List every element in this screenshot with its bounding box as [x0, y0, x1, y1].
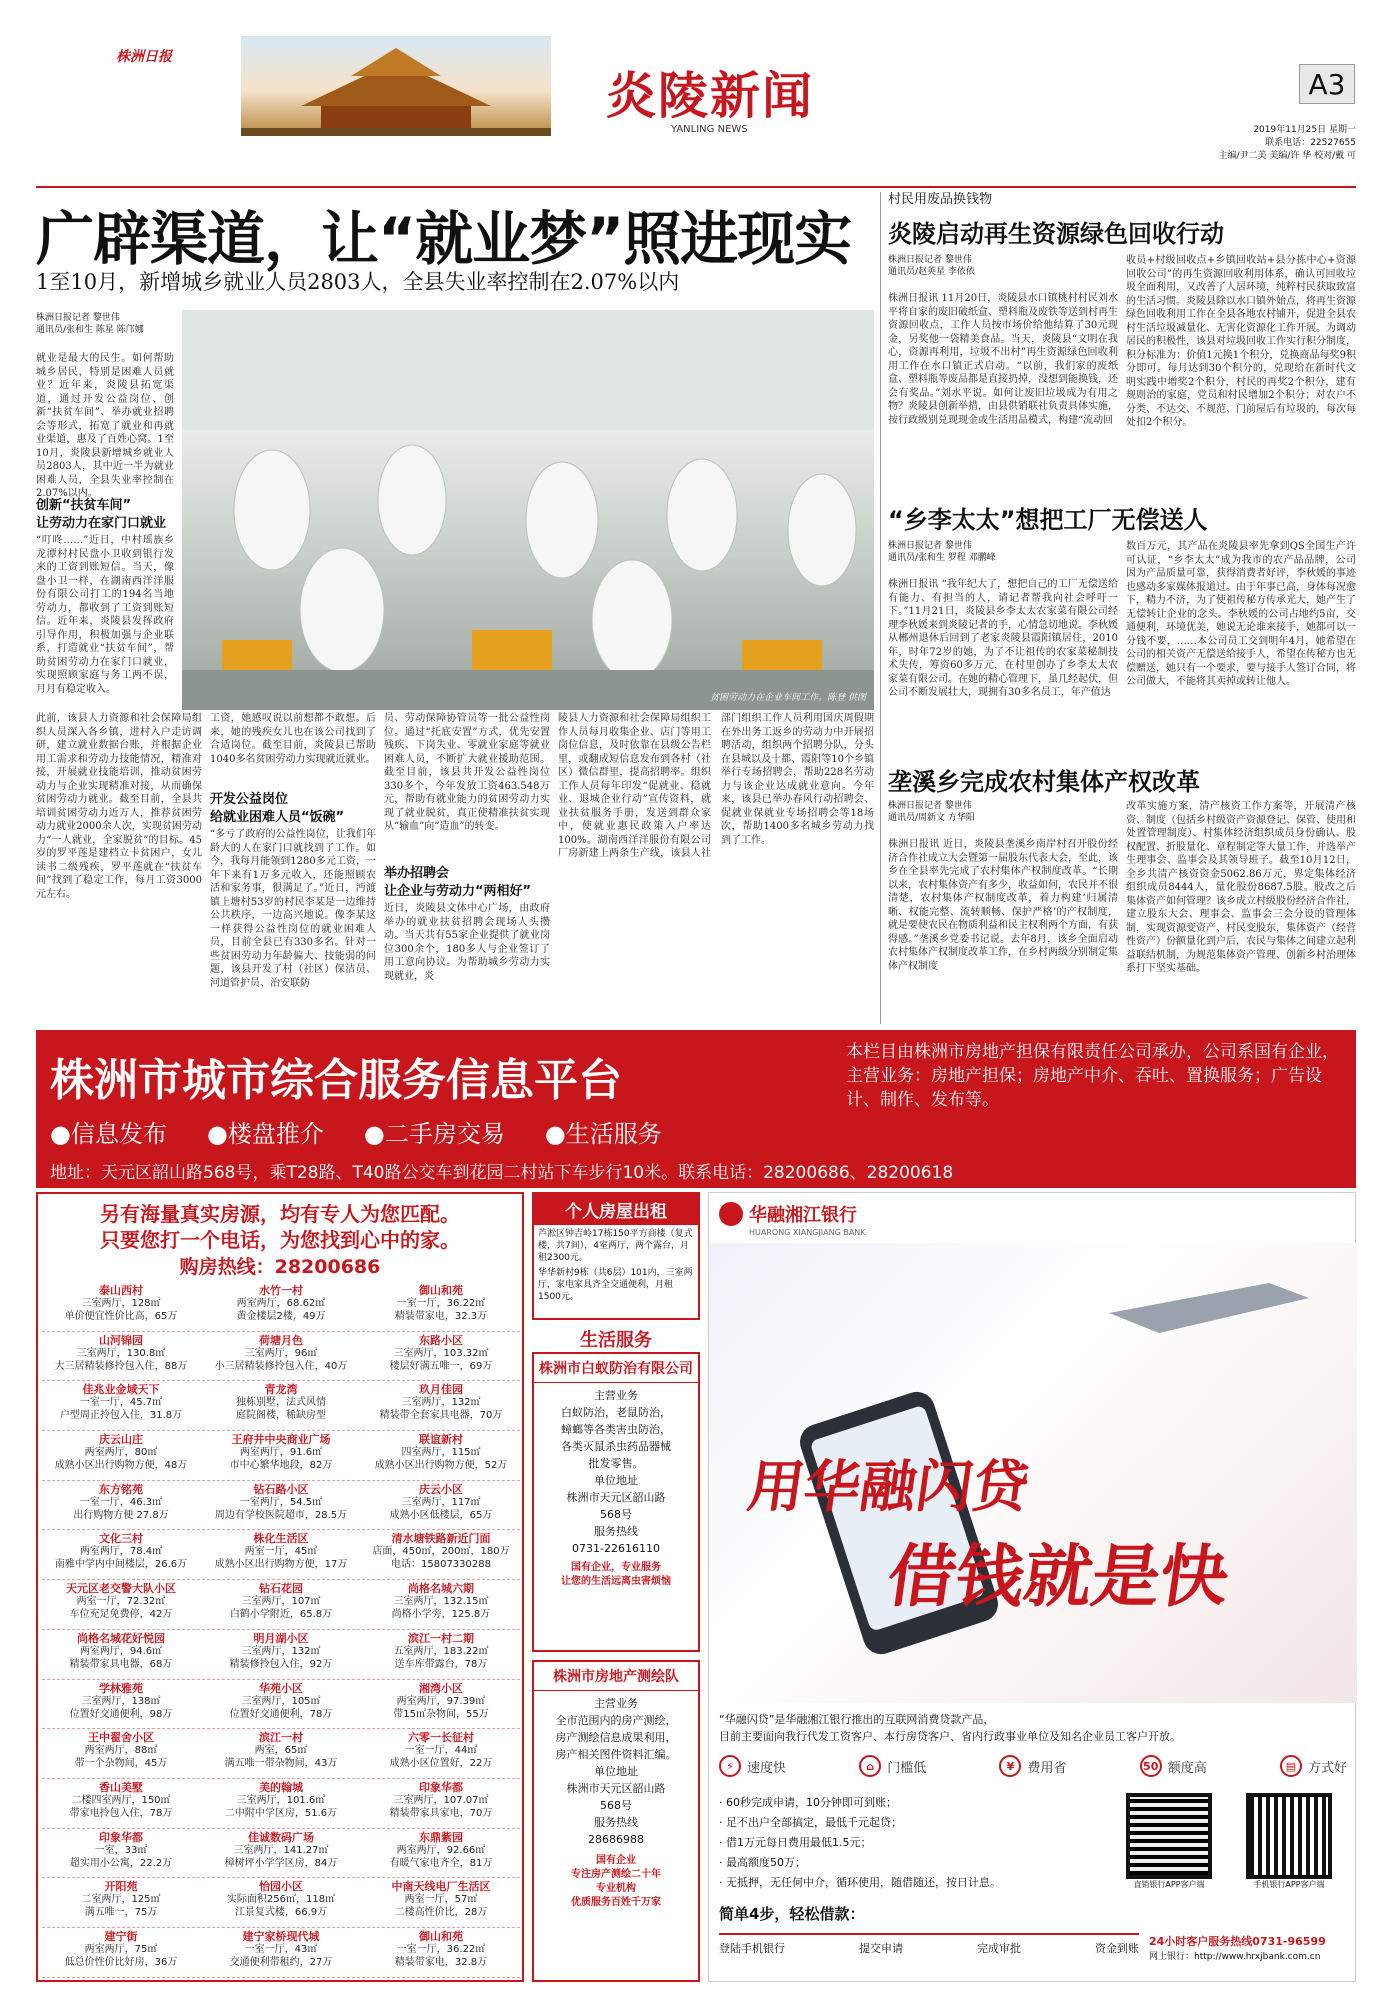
listing-item: [42, 1431, 200, 1481]
listing-detail: 有暖气家电齐全，81万: [389, 1857, 493, 1869]
listing-detail: 三室两厅，105㎡: [241, 1695, 321, 1707]
listing-item: [42, 1729, 200, 1779]
listing-detail: 两室，65㎡: [254, 1745, 308, 1757]
listing-name: 明月湖小区: [253, 1631, 309, 1645]
bullet-property: ●楼盘推介: [206, 1120, 324, 1148]
listing-detail: 市中心繁华地段，82万: [229, 1460, 333, 1472]
listing-item: [42, 1332, 200, 1382]
listing-name: 香山美墅: [99, 1780, 143, 1794]
steps-title: 简单4步，轻松借款：: [719, 1905, 865, 1923]
listing-item: [42, 1680, 200, 1730]
listing-name: 庆云小区: [419, 1482, 463, 1496]
listing-detail: 两室一厅，57㎡: [404, 1894, 478, 1906]
listing-name: 山河锦园: [99, 1333, 143, 1347]
listing-item: [362, 1530, 520, 1580]
listing-name: 东方铭苑: [99, 1482, 143, 1496]
listing-item: [202, 1680, 360, 1730]
listing-name: 美的翰城: [259, 1780, 303, 1794]
listing-detail: 两室两厅，75㎡: [84, 1943, 158, 1955]
lead-col1a: 就业是最大的民生。如何帮助城乡居民，特别是困难人员就业？近年来，炎陵县拓宽渠道，通过开发公益岗位、创新“扶贫车间”、举办就业招聘会等形式，拓宽了就业和再就业渠道，惠及了百姓心窝。1至10月，炎陵县新增城乡就业人员2803人，其中近一半为就业困难人员，全县失业率控制在2.07%以内。: [36, 353, 174, 499]
rent-text2: 华华新村9栋（共6层）101内，三室两厅，家电家具齐全交通便利，月租1500元。: [538, 1268, 693, 1302]
listing-item: [42, 1779, 200, 1829]
bank-logo-icon: [719, 1202, 743, 1226]
listing-detail: 两室两厅，80㎡: [84, 1447, 158, 1459]
listing-name: 株化生活区: [253, 1532, 309, 1546]
lead-sub1: 创新“扶贫车间”: [36, 498, 132, 513]
listing-item: [42, 1928, 200, 1978]
listing-name: 尚格名城六期: [408, 1582, 474, 1596]
listing-name: 中南天线电厂生活区: [391, 1880, 491, 1894]
lead-col-a: 此前，该县人力资源和社会保障局组织人员深入各乡镇，进村入户走访调研，建立就业数据台账，并根据企业用工需求和劳动力技能情况，精准对接，开展就业技能培训，推动贫困劳动力与企业实现精准对接，从而确保贫困劳动力就业。截至目前，全县共培训贫困劳动力近万人，推荐贫困劳动力就业2000余人次，实现贫困劳动力“一人就业，全家脱贫”的目标。45岁的罗平莲是建档立卡贫困户，女儿读书二级残疾，罗平莲就在“扶贫车间”找到了稳定工作，每月工资3000元左右。: [36, 713, 202, 900]
listing-item: [42, 1580, 200, 1630]
listing-detail: 满五唯一，75万: [84, 1907, 158, 1919]
listing-detail: 出行购物方便 27.8万: [73, 1509, 169, 1521]
listing-detail: 三室两厅，132㎡: [241, 1645, 321, 1657]
listing-item: [362, 1729, 520, 1779]
contact: 联系电话：22527655: [1265, 138, 1356, 148]
listing-detail: 南雅中学内中间楼层，26.6万: [54, 1559, 188, 1571]
qr-1: [1119, 1793, 1219, 1891]
issue-date: 2019年11月25日 星期一: [1253, 125, 1356, 135]
listing-detail: 位置好交通便利，78万: [229, 1708, 333, 1720]
listing-detail: 小三居精装修拎包入住，40万: [214, 1360, 348, 1372]
lead-sub3: 举办招聘会: [384, 866, 450, 881]
feature-low-label: 门槛低: [887, 1760, 927, 1776]
listing-name: 华苑小区: [259, 1681, 303, 1695]
bank-point: · 借1万元每日费用最低1.5元；: [719, 1836, 872, 1849]
listing-detail: 户型周正拎包入住，31.8万: [59, 1410, 183, 1422]
listing-detail: 两室两厅，92.66㎡: [396, 1844, 486, 1856]
listing-detail: 独栋别墅，法式风情: [236, 1397, 326, 1409]
gate-icon: ⌂: [859, 1755, 881, 1777]
listing-detail: 电话：15807330288: [391, 1559, 491, 1571]
lead-subtitle: 1至10月，新增城乡就业人员2803人，全县失业率控制在2.07%以内: [36, 270, 680, 294]
listing-item: [202, 1431, 360, 1481]
survey-slogan: 国有企业 专注房产测绘二十年 专业机构 优质服务百姓千万家: [571, 1855, 661, 1908]
listing-detail: 三室两厅，117㎡: [401, 1496, 481, 1508]
bank-hotline: 24小时客户服务热线0731-96599: [1149, 1935, 1326, 1948]
listing-item: [362, 1928, 520, 1978]
platform-side: 本栏目由株洲市房地产担保有限责任公司承办，公司系国有企业，主营业务：房地产担保；房地产中介、吞吐、置换服务；广告设计、制作、发布等。: [846, 1042, 1339, 1110]
listing-item: [202, 1381, 360, 1431]
listing-name: 钻石花园: [259, 1582, 303, 1596]
feature-high-label: 额度高: [1167, 1760, 1207, 1776]
listing-detail: 成熟小区出行购物方便，17万: [214, 1559, 348, 1571]
qr-label-1: 直销银行APP客户端: [1133, 1880, 1205, 1889]
bank-point: · 足不出户全部搞定，最低千元起贷；: [719, 1816, 902, 1829]
listing-detail: 超实用小公寓，22.2万: [69, 1857, 173, 1869]
lead-col-b2: “多亏了政府的公益性岗位，让我们年龄大的人在家门口就找到了工作。如今，我每月能领到1280多元工资，一年下来有1万多元收入，还能照顾农活和家务事，很满足了。”近日，沔渡镇上塘村53岁的村民李某是一边维持公共秩序，一边高兴地说。像李某这一样获得公益性岗位的就业困难人员，目前全县已有330多名。针对一些贫困劳动力年龄偏大、技能弱的问题，该县开发了村（社区）保洁员、河道管护员、治安联防: [210, 829, 376, 989]
section-en: YANLING NEWS: [671, 124, 748, 135]
listing-detail: 店面，450㎡，200㎡，180万: [372, 1546, 510, 1558]
listing-detail: 两室两厅，94.6㎡: [79, 1645, 163, 1657]
listing-name: 滨江一村二期: [408, 1631, 474, 1645]
listing-detail: 一室一厅，44㎡: [404, 1745, 478, 1757]
life-title: 生活服务: [580, 1330, 652, 1351]
listing-item: [362, 1829, 520, 1879]
lead-sub2b: 给就业困难人员“饭碗”: [210, 810, 345, 825]
listing-name: 庆云山庄: [99, 1433, 143, 1447]
listing-detail: 实际面积256㎡，118㎡: [226, 1894, 336, 1906]
bullet-life: ●生活服务: [544, 1120, 662, 1148]
editors: 主编/尹二美 美编/许 华 校对/戴 可: [1218, 151, 1356, 161]
listing-detail: 三室两厅，96㎡: [244, 1347, 318, 1359]
listing-item: [42, 1481, 200, 1531]
listing-detail: 两室两厅，91.6㎡: [239, 1447, 323, 1459]
bank-hero: [709, 1243, 1357, 1703]
listing-detail: 一室一厅，36.22㎡: [396, 1943, 486, 1955]
listing-detail: 两室两厅，78.4㎡: [79, 1546, 163, 1558]
listing-detail: 精装带家具家电，70万: [389, 1807, 493, 1819]
listing-detail: 一室，33㎡: [94, 1844, 148, 1856]
listing-detail: 黄金楼层2楼，49万: [236, 1311, 326, 1322]
r3-text2: 改革实施方案，清产核资工作方案等，开展清产核资、制度（包括乡村级资产资源登记、保管、使用和处置管理制度）、村集体经济组织成员身份确认、股权配置、折股量化、章程制定等大量工作，并选举产生理事会、监事会及其领导班子。截至10月12日，全乡共清产核资资金5062.86万元，界定集体经济组织成员8444人，量化股份8687.5股。股改之后集体资产如何管理？该乡成立村级股份经济合作社，建立股东大会、理事会、监事会三会分设的管理体制，实现资源变资产、村民变股东，集体资产（经营性资产）份额量化到户后，农民与集体之间建立起利益联结机制，为规范集体资产管理、创新乡村治理体系打下坚实基础。: [1126, 801, 1356, 974]
survey-box: [532, 1660, 700, 1982]
bank-point: · 最高额度50万；: [719, 1856, 806, 1869]
listing-name: 建宁家桥现代城: [242, 1929, 320, 1943]
feature-fast: [719, 1755, 786, 1777]
listing-name: 文化三村: [99, 1532, 143, 1546]
listing-detail: 三室两厅，101.6㎡: [236, 1794, 326, 1806]
listing-item: [202, 1530, 360, 1580]
feature-fast-label: 速度快: [747, 1760, 787, 1776]
bank-features: [719, 1755, 1347, 1777]
listing-detail: 成熟小区位置好，22万: [389, 1758, 493, 1770]
bank-ad: [708, 1192, 1356, 1982]
feature-easy: [1280, 1755, 1347, 1777]
pest-slogan: 国有企业，专业服务 让您的生活远离虫害烦恼: [561, 1562, 671, 1587]
listing-item: [202, 1829, 360, 1879]
listing-detail: 带15㎡杂物间，55万: [393, 1708, 489, 1720]
listing-item: [202, 1332, 360, 1382]
listing-detail: 樟树坪小学学区房，84万: [224, 1857, 338, 1869]
listing-item: [202, 1282, 360, 1332]
doc-icon: ▤: [1280, 1755, 1302, 1777]
r2-text2: 数百万元，其产品在炎陵县率先拿到QS全国生产许可认证，“乡李太太”成为我市的农产品品牌，公司因为产品质量可靠，获得消费者好评，李秋媛的事迹也感动多家媒体报道过。由于年事已高，身体每况愈下，精力不济，为了使祖传秘方传承光大，她产生了无偿转让企业的念头。李秋媛的公司占地约5亩，交通便利，环境优美，她说无论谁来接手，她都可以一分钱不要，……本公司员工交到明年4月，她希望在公司的相关资产无偿送给接手人，希望在传秘方也无偿赠送，她只有一个要求，要与接手人签订合同，将公司做大，不能将其卖掉或转让他人。: [1126, 541, 1356, 687]
listing-detail: 五室两厅，183.22㎡: [393, 1645, 489, 1657]
listing-detail: 四室两厅，115㎡: [401, 1447, 481, 1459]
listing-detail: 两室两厅，88㎡: [84, 1745, 158, 1757]
listing-detail: 楼层好满五唯一，69万: [389, 1360, 493, 1372]
listing-name: 青龙湾: [264, 1383, 298, 1397]
listing-detail: 一室一厅，43㎡: [244, 1943, 318, 1955]
lead-col1b: “叮咚……”近日，中村瑶族乡龙潭村村民盘小卫收到银行发来的工资到账短信。当天，像盘小卫一样，在湖南西洋洋服份有限公司打工的194名当地劳动力，都收到了工资到账短信。近年来，炎陵县发挥政府引导作用，积极加强与企业联系，打造就业“扶贫车间”，帮助贫困劳动力在家门口就业，实现照顾家庭与务工两不误，月月有稳定收入。: [36, 535, 174, 695]
listing-detail: 三室两厅，132.15㎡: [393, 1596, 489, 1608]
feature-low: [859, 1755, 926, 1777]
step-4: 资金到账: [1095, 1942, 1139, 1955]
listing-detail: 二楼四室两厅，150㎡: [71, 1794, 171, 1806]
listing-name: 开阳苑: [104, 1880, 138, 1894]
listing-detail: 成熟小区低楼层，65万: [389, 1509, 493, 1521]
listing-item: [202, 1729, 360, 1779]
r1-text2: 收员+村级回收点+乡镇回收站+县分拣中心+资源回收公司”的再生资源回收利用体系，确认可回收垃圾全面利用，又改善了人居环境，纯粹村民获取致富的生活习惯。炎陵县除以水口镇外始点，将再生资源绿色回收利用工作在全县各地农村铺开，促进全县农村生活垃圾减量化、无害化资源化工作开展。为调动居民的积极性，该县对垃圾回收工作实行积分制度，积分标准为：价值1元换1个积分，兑换商品每奖9积分即可。每月达到30个积分的，兑现给在新时代文明实践中增奖2个积分，村民的再奖2个积分，建有规则治的家庭，党员和村民增加2个积分；对农户不分类、不达交、不规范、门前屋后有垃圾的，每次每处扣2个积分。: [1126, 255, 1356, 428]
r3-text1: 株洲日报讯 近日，炎陵县垄溪乡南岸村召开股份经济合作社成立大会暨第一届股东代表大会，至此，该乡在全县率先完成了农村集体产权制度改革。“长期以来，农村集体资产有多少，收益如何，农民并不很清楚，农村集体产权制度改革，着力构建‘归属清晰、权能完整、流转顺畅、保护严格’的产权制度，就是要使农民在物质利益和民主权利两个方面，有获得感。”垄溪乡党委书记说。去年8月，该乡全面启动农村集体产权制度改革工作，在乡村两级分别制定集体产权制度: [888, 839, 1118, 972]
listing-detail: 二中附中学区房，51.6万: [224, 1807, 338, 1819]
listing-detail: 带一个杂物间，45万: [74, 1758, 168, 1770]
listing-name: 滨江一村: [259, 1731, 303, 1745]
listing-detail: 两室一厅，45㎡: [244, 1546, 318, 1558]
listing-detail: 一室一厅，45.7㎡: [79, 1397, 163, 1409]
listing-item: [42, 1829, 200, 1879]
section-title: 炎陵新闻: [606, 67, 814, 125]
listing-item: [202, 1481, 360, 1531]
lead-col-c: 员、劳动保障协管员等一批公益性岗位。通过“托底安置”方式，优先安置残疾、下岗失业、零就业家庭等就业困难人员，不断扩大就业援助范围。截至目前，该县共开发公益性岗位330多个，今年发放工资463.548万元，帮助有就业能力的贫困劳动力实现了就业脱贫，真正使精准扶贫实现从“输血”向“造血”的转变。: [384, 713, 550, 832]
column-divider: [880, 192, 881, 1024]
qr-code-2: [1246, 1793, 1332, 1879]
housing-headline1: 另有海量真实房源，均有专人为您匹配。: [100, 1202, 460, 1226]
listing-detail: 精装带家电，32.3万: [394, 1311, 488, 1322]
listing-name: 东路小区: [419, 1333, 463, 1347]
listing-detail: 精装带全套家具电器，70万: [379, 1410, 503, 1422]
r1-title: 炎陵启动再生资源绿色回收行动: [888, 220, 1224, 248]
rent-box: [532, 1192, 700, 1320]
listing-name: 怡园小区: [259, 1880, 303, 1894]
listing-detail: 两室两厅，68.62㎡: [236, 1298, 326, 1309]
listing-detail: 成熟小区出行购物方便，52万: [374, 1460, 508, 1472]
bullet-secondhand: ●二手房交易: [363, 1120, 505, 1148]
factory-photo: [182, 310, 874, 710]
listing-name: 湘湾小区: [419, 1681, 463, 1695]
listing-item: [202, 1878, 360, 1928]
pest-company: 株洲市白蚁防治有限公司: [534, 1354, 698, 1383]
listing-detail: 带家电拎包入住，78万: [69, 1807, 173, 1819]
listing-name: 天元区老交警大队小区: [66, 1582, 176, 1596]
listing-detail: 送车库带露台，78万: [394, 1658, 488, 1670]
listing-item: [362, 1481, 520, 1531]
pest-body: 主营业务 白蚁防治，老鼠防治， 蟑螂等各类害虫防治， 各类灭鼠杀虫药品器械 批发零售。 单位地址 株洲市天元区韶山路 568号 服务热线 0731-22616110: [561, 1389, 671, 1555]
r1-kicker: 村民用废品换钱物: [888, 192, 993, 207]
masthead: [36, 36, 1356, 186]
platform-banner: [36, 1030, 1356, 1188]
listing-item: [42, 1530, 200, 1580]
listing-name: 东鼎紫园: [419, 1830, 463, 1844]
platform-address: 地址：天元区韶山路568号，乘T28路、T40路公交车到花园二村站下车步行10米。联系电话：28200686、28200618: [50, 1163, 954, 1183]
listing-detail: 一室一厅，46.3㎡: [79, 1496, 163, 1508]
r1-byline: 株洲日报记者 黎世伟 通讯员/赵英星 李依依: [888, 255, 975, 277]
workers-illustration: [182, 310, 874, 710]
listing-detail: 三室两厅，138㎡: [81, 1695, 161, 1707]
listing-detail: 交通便利带租约，27万: [229, 1956, 333, 1968]
step-2: 提交申请: [859, 1942, 903, 1955]
listing-item: [202, 1580, 360, 1630]
listing-detail: 精装带家具电器，68万: [69, 1658, 173, 1670]
listing-name: 玖月佳园: [419, 1383, 463, 1397]
listing-item: [42, 1381, 200, 1431]
listing-detail: 三室两厅，130.8㎡: [76, 1347, 166, 1359]
housing-column: [362, 1282, 520, 1978]
bullet-info: ●信息发布: [50, 1120, 167, 1148]
feature-easy-label: 方式好: [1307, 1760, 1347, 1776]
housing-headline2: 只要您打一个电话，为您找到心中的家。: [100, 1228, 460, 1252]
listing-item: [202, 1928, 360, 1978]
listing-item: [202, 1630, 360, 1680]
listing-detail: 单价便宜性价比高，65万: [64, 1311, 178, 1322]
bank-logo: [719, 1201, 857, 1227]
listing-detail: 三室两厅，132㎡: [401, 1397, 481, 1409]
listing-item: [362, 1630, 520, 1680]
listing-name: 建宁街: [104, 1929, 138, 1943]
listing-detail: 三室两厅，107.07㎡: [393, 1794, 489, 1806]
listing-detail: 一室两厅，54.5㎡: [239, 1496, 323, 1508]
pest-box: [532, 1352, 700, 1652]
listing-item: [42, 1630, 200, 1680]
steps-row: [719, 1933, 1139, 1955]
listing-name: 荷塘月色: [259, 1333, 303, 1347]
bank-slogan1: 用华融闪贷: [743, 1455, 1033, 1520]
platform-title: 株洲市城市综合服务信息平台: [50, 1055, 622, 1106]
qr-label-2: 手机银行APP客户端: [1253, 1880, 1325, 1889]
survey-body: 主营业务 全市范围内的房产测绘， 房产测绘信息成果利用， 房产相关图件资料汇编。 单位地址 株洲市天元区韶山路 568号 服务热线 28686988: [555, 1697, 677, 1846]
r2-title: “乡李太太”想把工厂无偿送人: [888, 506, 1208, 534]
bank-points: [719, 1793, 1099, 1893]
listing-name: 尚格名城花好悦园: [77, 1631, 165, 1645]
fast-icon: ⚡: [719, 1755, 741, 1777]
qr-2: [1239, 1793, 1339, 1891]
listing-name: 印象华都: [419, 1780, 463, 1794]
lead-col-d: 陵县人力资源和社会保障局组织工作人员每月收集企业、店门等用工岗位信息，及时依靠在县级公告栏里，或翻成短信息发布到各村（社区）微信群里，提高招聘率。组织工作人员每年印发“促就业、稳就业、退城企业行动”宣传资料，就业扶贫服务手册，发送到群众家中，使就业惠民政策入户率达100%。湖南西洋洋服份有限公司厂房新建上两条生产线，该县人社部门组织工作人员利用国庆周假期在外出务工返乡的劳动力中开展招聘活动，组织两个招聘分队，分头在县城以及十都、霞阳等10个乡镇举行专场招聘会，帮助228名劳动力与该企业达成就业意向。今年来，该县已举办春风行动招聘会、促就业保就业专场招聘会等18场次，帮助1400多名城乡劳动力找到了工作。: [558, 713, 874, 859]
bank-point: · 无抵押，无任何中介，循环使用，随借随还，按日计息。: [719, 1876, 1001, 1889]
listing-detail: 庭院阁楼，稀缺房型: [236, 1410, 326, 1422]
temple-image: [241, 36, 551, 136]
housing-column: [202, 1282, 360, 1978]
listing-name: 学林雅苑: [99, 1681, 143, 1695]
listing-item: [362, 1282, 520, 1332]
listing-name: 联谊新村: [419, 1433, 463, 1447]
listing-name: 钻石路小区: [253, 1482, 309, 1496]
bank-name-en: HUARONG XIANGJIANG BANK: [749, 1228, 866, 1237]
listing-detail: 三室两厅，128㎡: [81, 1298, 161, 1309]
bank-desc: “华融闪贷”是华融湘江银行推出的互联网消费贷款产品， 目前主要面向我行代发工资客户、本行房贷客户、省内行政事业单位及知名企业员工客户开放。: [719, 1713, 1181, 1743]
listing-name: 印象华都: [99, 1830, 143, 1844]
rent-title: 个人房屋出租: [534, 1194, 698, 1225]
housing-hotline: 购房热线：28200686: [179, 1256, 381, 1278]
listing-item: [362, 1332, 520, 1382]
platform-bullets: [50, 1114, 662, 1149]
lead-sub1b: 让劳动力在家门口就业: [36, 516, 167, 531]
step-3: 完成审批: [977, 1942, 1021, 1955]
r2-text1: 株洲日报讯 “我年纪大了，想把自己的工厂无偿送给有能力、有担当的人，请记者帮我向社会呼吁一下。”11月21日，炎陵县乡李太太农家菜有限公司经理李秋媛来到炎陵记者的手，心情急切地说。李秋媛从郴州退休后回到了老家炎陵县霞阳镇居住，2010年，时年72岁的她，为了不让祖传的农家菜秘制技术失传，筹资60多万元，在村里创办了乡李太太农家菜有限公司。在她的精心管理下，虽几经起伏，但公司不断发展壮大，现拥有30多名员工，年产值达: [888, 579, 1118, 698]
listing-item: [202, 1779, 360, 1829]
listing-detail: 成熟小区出行购物方便，48万: [54, 1460, 188, 1472]
listing-name: 水竹一村: [259, 1284, 303, 1297]
listing-name: 泰山西村: [99, 1284, 143, 1297]
yen-icon: ¥: [999, 1755, 1021, 1777]
r3-title: 垄溪乡完成农村集体产权改革: [888, 768, 1200, 796]
listing-detail: 二室两厅，125㎡: [81, 1894, 161, 1906]
listing-item: [362, 1680, 520, 1730]
photo-caption: 贫困劳动力在企业车间工作。陈登 供图: [710, 693, 866, 703]
listing-detail: 周边有学校医院超市，28.5万: [214, 1509, 348, 1521]
survey-company: 株洲市房地产测绘队: [534, 1662, 698, 1691]
listing-detail: 车位充足免费停，42万: [69, 1609, 173, 1621]
listing-name: 佳兆业金域天下: [82, 1383, 160, 1397]
listing-detail: 江景复式楼，66.9万: [234, 1907, 328, 1919]
lead-sub2: 开发公益岗位: [210, 792, 289, 807]
feature-cheap: [999, 1755, 1066, 1777]
temple-illustration: [241, 36, 551, 136]
amount-icon: 50: [1140, 1755, 1162, 1777]
listing-detail: 三室两厅，141.27㎡: [233, 1844, 329, 1856]
lead-byline: 株洲日报记者 黎世伟 通讯员/张和生 陈星 陈邝娜: [36, 313, 144, 335]
listing-name: 王府井中央商业广场: [231, 1433, 331, 1447]
listing-detail: 精装带家电，32.8万: [394, 1956, 488, 1968]
r1-text1: 株洲日报讯 11月20日，炎陵县水口镇桃村村民刘水平将自家的废旧破纸盒、塑料瓶及废铁等送到村再生资源回收点，工作人员按市场价给他结算了30元现金，另奖他一袋精美食品。当天，炎陵县“文明在我心，资源再利用，垃圾不出村”再生资源绿色回收利用工作在水口镇正式启动。“以前，我们家的废纸盒、塑料瓶等废品都是直接扔掉，没想到能换钱，还会有奖品。”刘水平说。如何让废旧垃圾成为有用之物？炎陵县创新举措，由县供销联社负责具体实施，按行政级别兑现现金或生活用品模式，构建“流动回: [888, 293, 1118, 426]
housing-column: [42, 1282, 200, 1978]
listing-name: 佳诚数码广场: [248, 1830, 314, 1844]
listing-detail: 白鹤小学附近，65.8万: [229, 1609, 333, 1621]
listing-detail: 满五唯一带杂物间，43万: [224, 1758, 338, 1770]
bank-slogan2: 借钱就是快: [882, 1538, 1234, 1617]
listing-name: 清水塘铁路新近门面: [391, 1532, 491, 1546]
listing-name: 六零一长征村: [408, 1731, 474, 1745]
bank-name: 华融湘江银行: [749, 1205, 857, 1226]
listing-item: [362, 1431, 520, 1481]
listing-name: 御山和苑: [419, 1284, 463, 1297]
bank-web: 网上银行：http://www.hrxjbank.com.cn: [1149, 1952, 1321, 1962]
listing-detail: 一室一厅，36.22㎡: [396, 1298, 486, 1309]
listing-item: [42, 1878, 200, 1928]
listing-detail: 二楼高性价比，28万: [394, 1907, 488, 1919]
housing-box: [36, 1192, 524, 1982]
listing-detail: 位置好交通便利，98万: [69, 1708, 173, 1720]
feature-high: [1140, 1755, 1207, 1777]
r2-byline: 株洲日报记者 黎世伟 通讯员/张和生 罗程 邓鹏峰: [888, 541, 996, 563]
listing-item: [362, 1381, 520, 1431]
listing-detail: 三室两厅，107㎡: [241, 1596, 321, 1608]
listing-detail: 尚格小学旁，125.8万: [391, 1609, 491, 1621]
listing-detail: 三室两厅，103.32㎡: [393, 1347, 489, 1359]
listing-item: [362, 1878, 520, 1928]
rent-text1: 芦淞区钟吉岭17栋150平方商楼（复式楼，共7间），4室两厅，两个露台，月租2300元。: [538, 1229, 693, 1263]
listing-detail: 两室两厅，97.39㎡: [396, 1695, 486, 1707]
r3-byline: 株洲日报记者 黎世伟 通讯员/周新文 方华阳: [888, 801, 975, 823]
listing-item: [362, 1779, 520, 1829]
listing-detail: 精装修拎包入住，92万: [229, 1658, 333, 1670]
listing-detail: 大三居精装修拎包入住，88万: [54, 1360, 188, 1372]
lead-col-c2: 近日，炎陵县文体中心广场，由政府举办的就业扶贫招聘会现场人头攒动。当天共有55家企业提供了就业岗位300余个，180多人与企业签订了用工意向协议。为帮助城乡劳动力实现就业，炎: [384, 903, 550, 982]
listing-detail: 低总价性价比好房，36万: [64, 1956, 178, 1968]
housing-grid: [42, 1282, 520, 1978]
feature-cheap-label: 费用省: [1027, 1760, 1067, 1776]
step-1: 登陆手机银行: [719, 1942, 785, 1955]
listing-name: 王中翟舍小区: [88, 1731, 154, 1745]
qr-code-1: [1126, 1793, 1212, 1879]
page-number: A3: [1299, 64, 1355, 104]
header-rule: [36, 186, 1356, 188]
lead-headline: 广辟渠道，让“就业梦”照进现实: [36, 205, 852, 273]
listing-detail: 两室一厅，72.32㎡: [76, 1596, 166, 1608]
lead-sub3b: 让企业与劳动力“两相好”: [384, 884, 532, 899]
bank-point: · 60秒完成申请，10分钟即可到账；: [719, 1796, 897, 1809]
listing-item: [42, 1282, 200, 1332]
paper-logo: 株洲日报: [116, 49, 172, 65]
lead-col-b: 工资，她感叹说以前想都不敢想。后来，她的残疾女儿也在该公司找到了合适岗位。截至目前，炎陵县已帮助1040多名贫困劳动力实现就近就业。: [210, 713, 376, 765]
listing-name: 御山和苑: [419, 1929, 463, 1943]
listing-item: [362, 1580, 520, 1630]
